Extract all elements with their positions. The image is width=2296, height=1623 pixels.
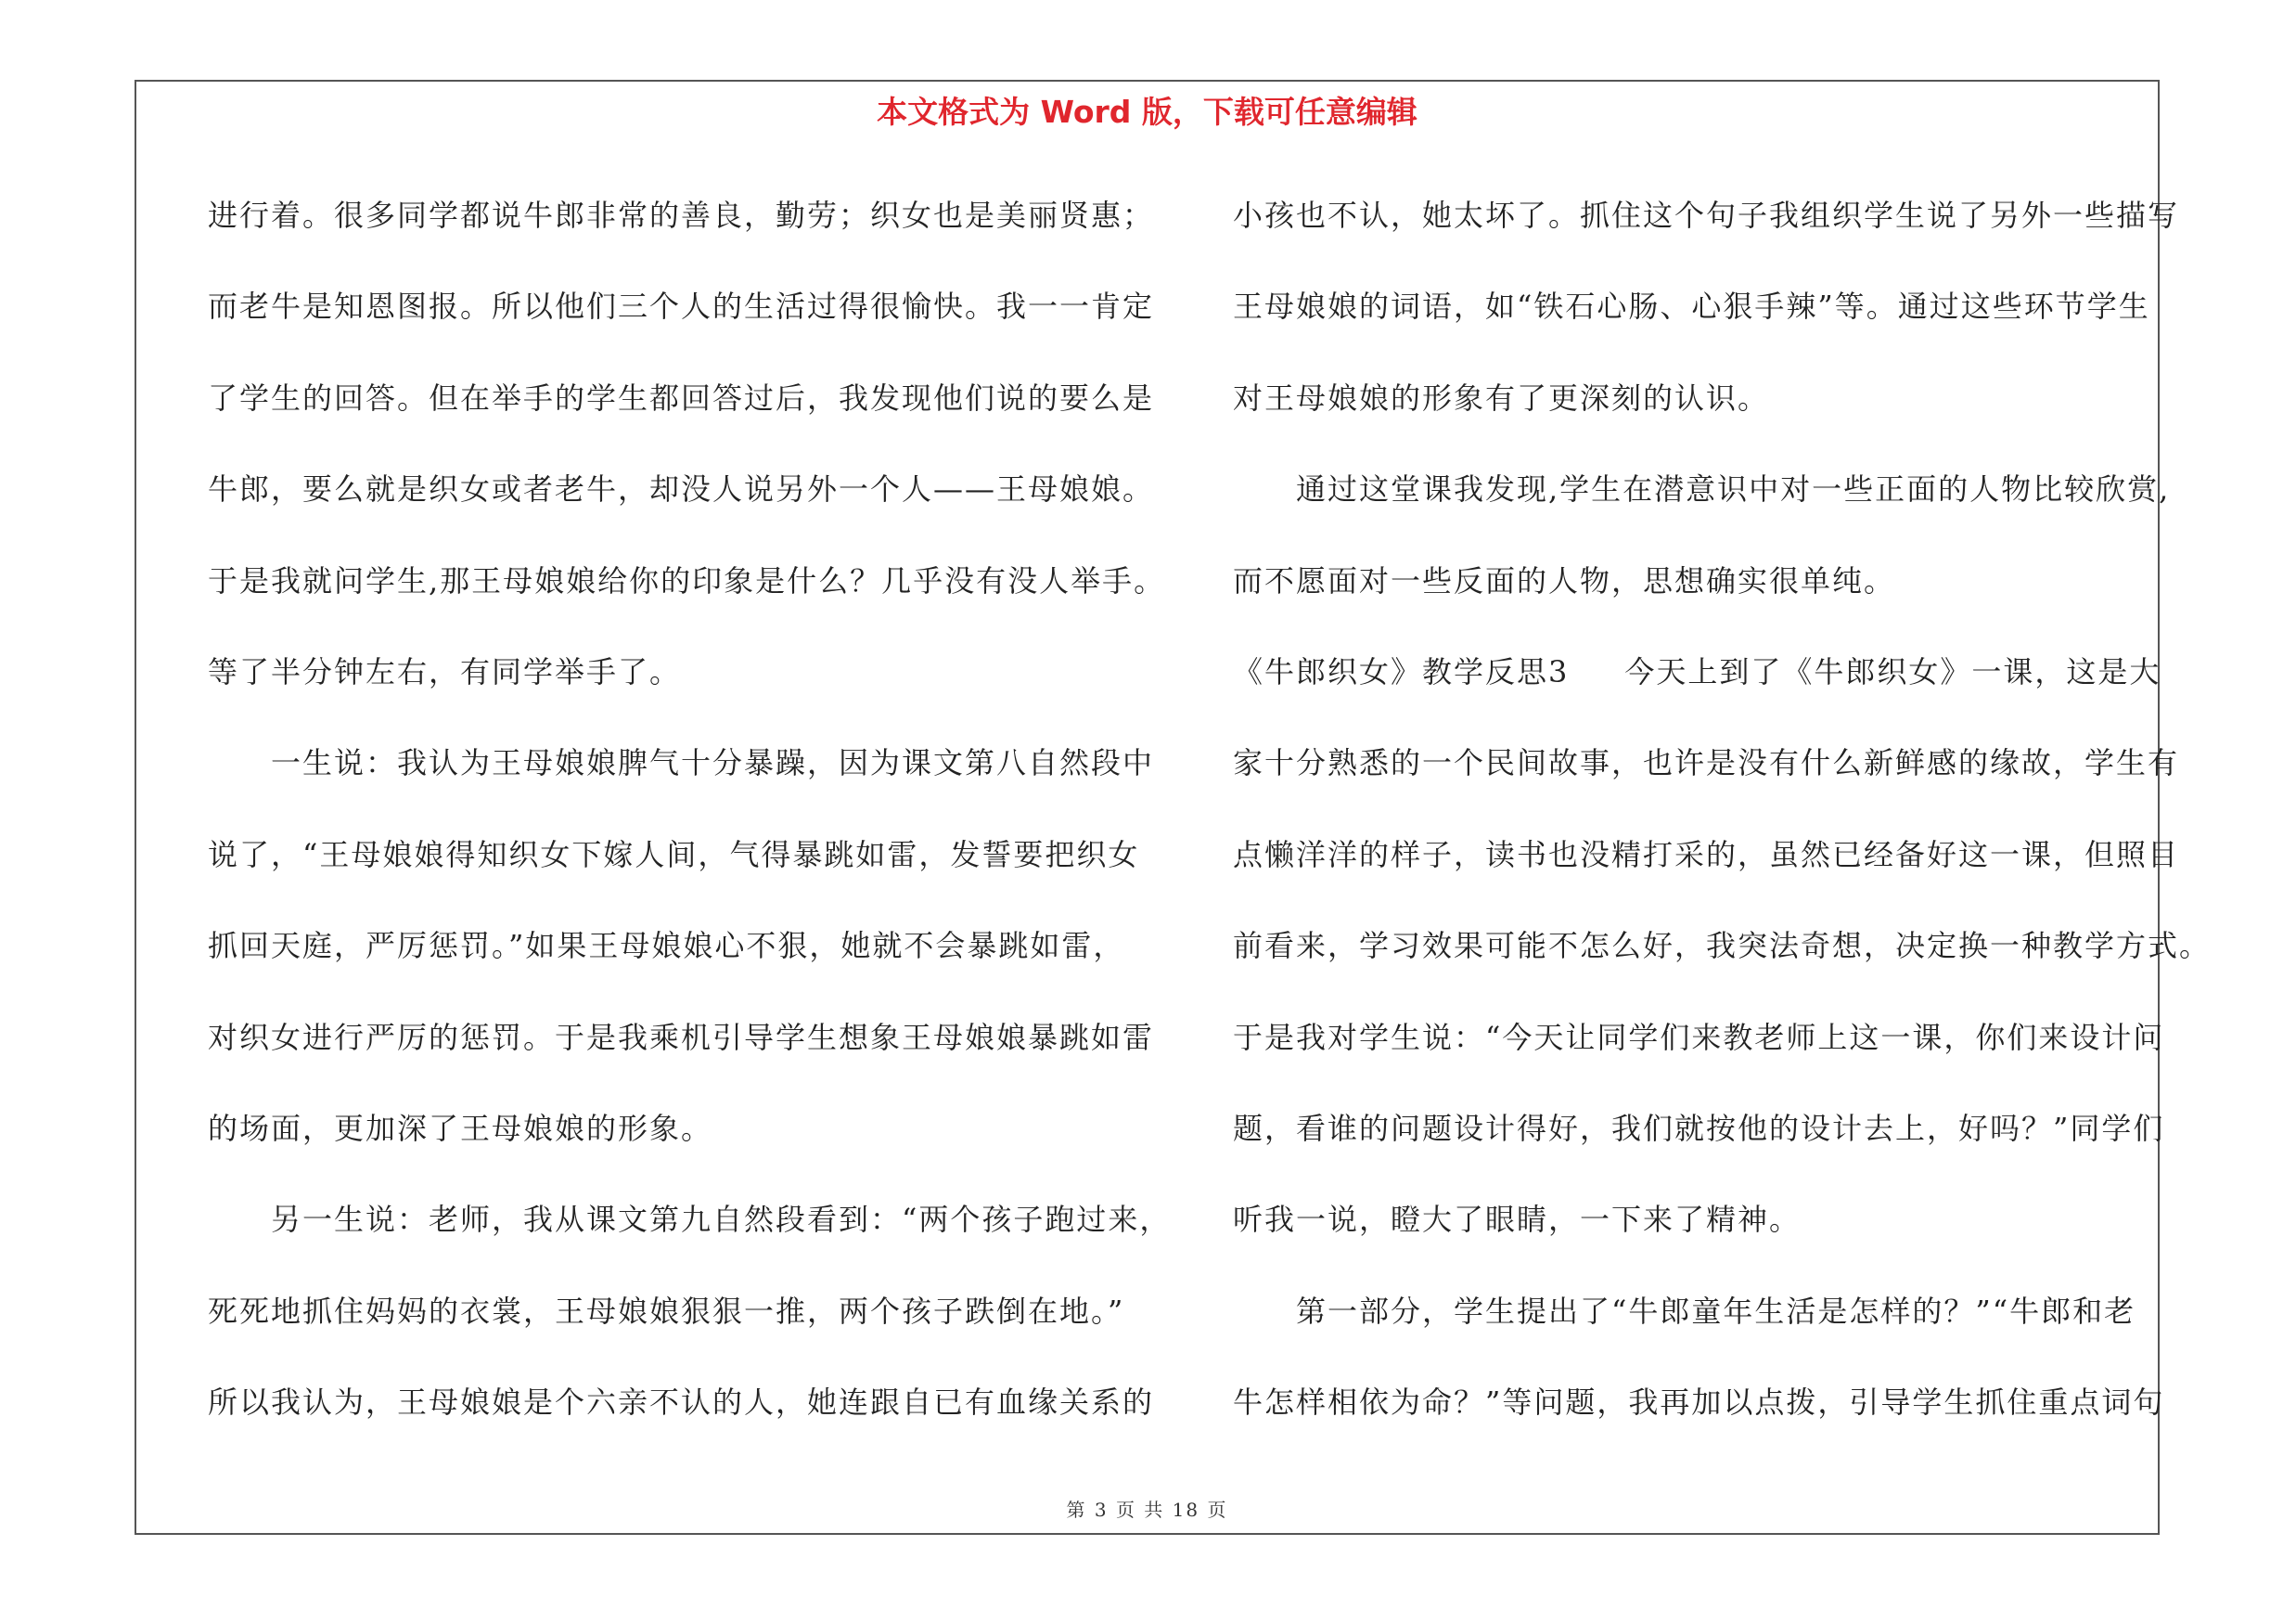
text-line: 牛郎，要么就是织女或者老牛，却没人说另外一个人——王母娘娘。 xyxy=(208,471,1155,508)
text-line: 抓回天庭，严厉惩罚。”如果王母娘娘心不狠，她就不会暴跳如雷， xyxy=(208,928,1125,964)
text-line: 的场面，更加深了王母娘娘的形象。 xyxy=(208,1110,713,1146)
page-number: 第 3 页 共 18 页 xyxy=(1066,1499,1228,1521)
text-line: 对王母娘娘的形象有了更深刻的认识。 xyxy=(1233,380,1770,416)
text-line: 了学生的回答。但在举手的学生都回答过后，我发现他们说的要么是 xyxy=(208,380,1155,416)
text-line: 牛怎样相依为命？”等问题，我再加以点拨，引导学生抓住重点词句 xyxy=(1233,1385,2165,1421)
text-line: 听我一说，瞪大了眼睛，一下来了精神。 xyxy=(1233,1202,1802,1238)
text-line: 死死地抓住妈妈的衣裳，王母娘娘狠狠一推，两个孩子跌倒在地。” xyxy=(208,1293,1125,1329)
text-line: 题，看谁的问题设计得好，我们就按他的设计去上，好吗？”同学们 xyxy=(1233,1110,2165,1146)
text-line: 所以我认为，王母娘娘是个六亲不认的人，她连跟自已有血缘关系的 xyxy=(208,1385,1155,1421)
text-line: 等了半分钟左右，有同学举手了。 xyxy=(208,653,682,689)
text-line: 另一生说：老师，我从课文第九自然段看到：“两个孩子跑过来， xyxy=(271,1202,1172,1238)
text-line: 第一部分，学生提出了“牛郎童年生活是怎样的？”“牛郎和老 xyxy=(1296,1293,2136,1329)
text-line: 家十分熟悉的一个民间故事，也许是没有什么新鲜感的缘故，学生有 xyxy=(1233,745,2180,781)
text-line: 对织女进行严厉的惩罚。于是我乘机引导学生想象王母娘娘暴跳如雷 xyxy=(208,1019,1155,1055)
right-text-column xyxy=(1233,170,2212,1448)
text-line: 于是我对学生说：“今天让同学们来教老师上这一课，你们来设计问 xyxy=(1233,1019,2165,1055)
text-line: 王母娘娘的词语，如“铁石心肠、心狠手辣”等。通过这些环节学生 xyxy=(1233,289,2150,325)
header-banner: 本文格式为 Word 版，下载可任意编辑 xyxy=(877,94,1417,130)
text-line: 一生说：我认为王母娘娘脾气十分暴躁，因为课文第八自然段中 xyxy=(271,745,1155,781)
section-title-line xyxy=(1233,626,2161,717)
left-text-column xyxy=(208,170,1172,1448)
page-frame xyxy=(135,80,2212,1535)
text-line: 点懒洋洋的样子，读书也没精打采的，虽然已经备好这一课，但照目 xyxy=(1233,836,2180,872)
text-line: 于是我就问学生,那王母娘娘给你的印象是什么？几乎没有没人举手。 xyxy=(208,562,1166,599)
text-line: 小孩也不认，她太坏了。抓住这个句子我组织学生说了另外一些描写 xyxy=(1233,198,2180,233)
text-line: 说了，“王母娘娘得知织女下嫁人间，气得暴跳如雷，发誓要把织女 xyxy=(208,836,1140,872)
section-title: 《牛郎织女》教学反思3 xyxy=(1233,653,1570,689)
section-text: 今天上到了《牛郎织女》一课，这是大 xyxy=(1624,653,2161,689)
text-line: 通过这堂课我发现,学生在潜意识中对一些正面的人物比较欣赏, xyxy=(1296,471,2171,508)
text-line: 进行着。很多同学都说牛郎非常的善良，勤劳；织女也是美丽贤惠； xyxy=(208,198,1155,233)
text-line: 前看来，学习效果可能不怎么好，我突法奇想，决定换一种教学方式。 xyxy=(1233,928,2212,964)
text-line: 而老牛是知恩图报。所以他们三个人的生活过得很愉快。我一一肯定 xyxy=(208,289,1155,325)
text-line: 而不愿面对一些反面的人物，思想确实很单纯。 xyxy=(1233,562,1896,599)
